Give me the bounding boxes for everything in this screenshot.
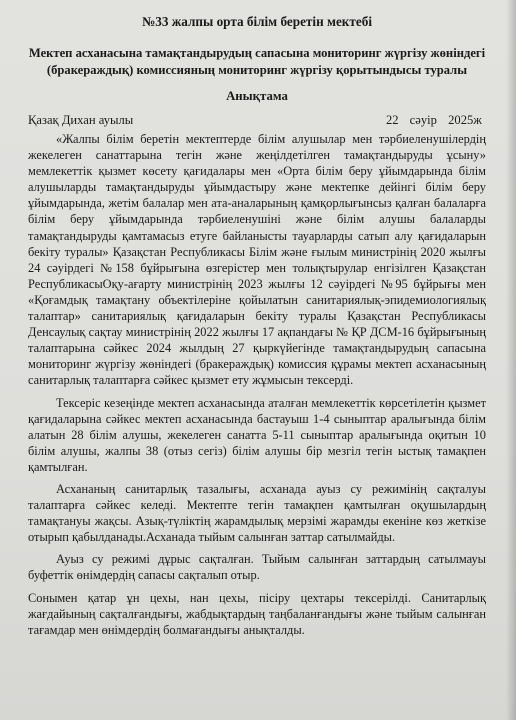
paragraph-1: «Жалпы білім беретін мектептерде білім алушылар мен тәрбиеленушілердің жекелеген санаттарына тегін және жеңілдетілген тамақтандыруды ұсыну» мемлекеттік қызмет көсету қағидалары мен «Орта білім беру ұйымдарында білім алушыларды тамақтандыруды ұйымдастыру және мектепке дейінгі білім беру ұйымдарында, жетім балалар мен ата-аналарының қамқорлығынсыз қалған балаларға білім беру ұйымдарында тәрбиеленушіні және білім алушы балаларды тамақтандыруды қамтамасыз етуге байланысты тауарларды сатып алу қағидаларын бекіту туралы» Қазақстан Республикасы Білім және ғылым министрінің 2020 жылғы 24 сәуірдегі №158 бұйрығына өзгерістер мен толықтырулар енгізілген Қазақстан РеспубликасыОқу-ағарту министрінің 2023 жылғы 12 сәуірдегі №95 бұйрығы мен «Қоғамдық тамақтану объектілеріне қойылатын санитариялық-эпидемиологиялық талаптар» санитариялық қағидаларын бекіту туралы Қазақстан Республикасы Денсаулық сақтау министрінің 2022 жылғы 17 ақпандағы № ҚР ДСМ-16 бұйрығының талаптарына сәйкес 2024 жылдың 27 қыркүйегінде тамақтандырудың сапасына мониторинг жүргізу жөніндегі (бракераждық) комиссия құрамы мектеп асханасының санитарлық талаптарға сәйкес қызмет ету жұмысын тексерді. [28, 132, 486, 388]
paragraph-5: Сонымен қатар ұн цехы, нан цехы, пісіру цехтары тексерілді. Санитарлық жағдайының сақталғандығы, жабдықтардың таңбаланғандығы және тыйым салынған тағамдар мен өнімдердің болмағандығы анықталды. [28, 590, 486, 637]
page-edge-shadow [506, 0, 516, 720]
place-date-row [28, 112, 486, 129]
paragraph-3: Асхананың санитарлық тазалығы, асханада ауыз су режимінің сақталуы талаптарға сәйкес келеді. Мектепте тегін тамақпен қамтылған оқушылардың тамақтануы жақсы. Азық-түліктің жарамдылық мерзімі жарамды екеніне көз жеткізе отырып қабылданады.Асханада тыйым салынған заттар сатылмайды. [28, 481, 486, 545]
document-date: 22 сәуір 2025ж [385, 113, 482, 127]
paragraph-2: Тексеріс кезеңінде мектеп асханасында аталған мемлекеттік көрсетілетін қызмет қағидаларына сәйкес мектеп асханасында бастауыш 1-4 сыныптар аралығында білім алатын 28 білім алушы, жекелеген санатта 5-11 сыныптар аралығында оқитын 10 білім алушы, жалпы 38 (отыз сегіз) білім алушы бір мезгіл тегін ыстық тамақпен қамтылған. [28, 395, 486, 474]
document-subtitle: Мектеп асханасына тамақтандырудың сапасына мониторинг жүргізу жөніндегі (бракераждық) комиссияның мониторинг жүргізу қорытындысы туралы [28, 46, 486, 77]
place-name: Қазақ Дихан ауылы [28, 113, 134, 127]
paragraph-4: Ауыз су режимі дұрыс сақталған. Тыйым салынған заттардың сатылмауы буфеттік өнімдердің сапасы сақталып отыр. [28, 552, 486, 583]
document-heading: Анықтама [226, 89, 288, 103]
school-title: №33 жалпы орта білім беретін мектебі [141, 14, 372, 29]
